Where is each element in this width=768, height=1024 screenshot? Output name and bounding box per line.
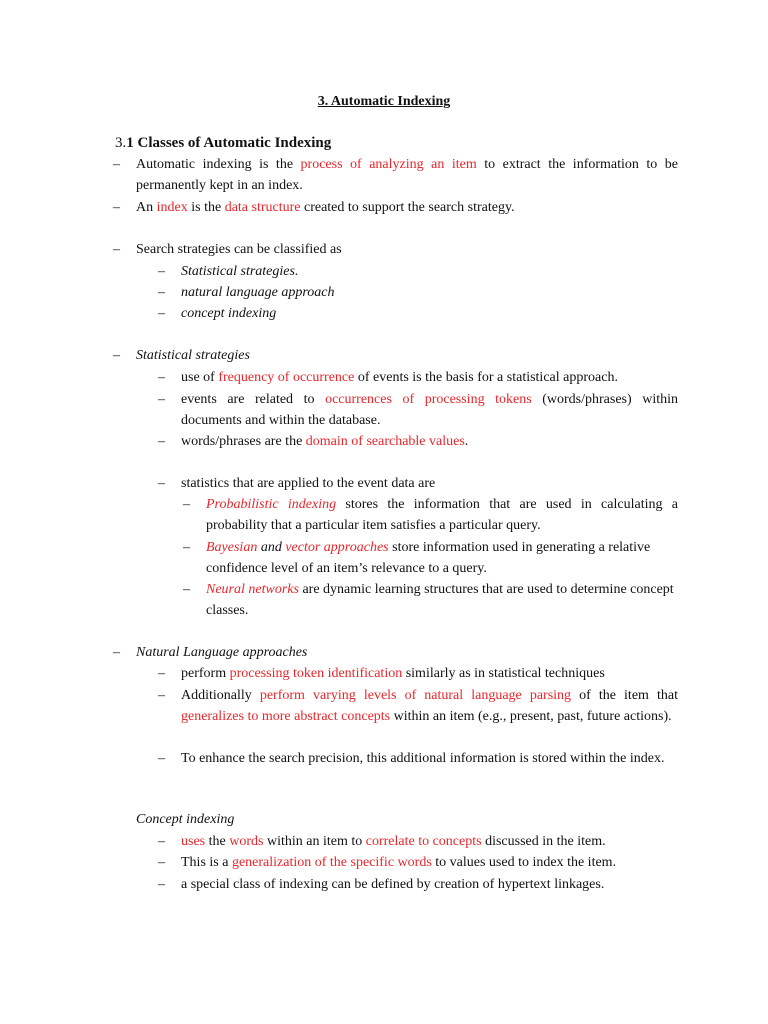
bullet-index-definition: – An index is the data structure created to support the search strategy. — [113, 200, 515, 215]
bayesian-vector-item: – Bayesian and vector approaches store information used in generating a relative confidence level of an item’s relevance to a query. — [183, 540, 651, 576]
bullet-automatic-indexing: – Automatic indexing is the process of analyzing an item to extract the information to be permanently kept in an index. — [113, 157, 679, 193]
probabilistic-indexing-item: – Probabilistic indexing stores the information that are used in calculating a probability that a particular item satisfies a particular query. — [183, 497, 678, 533]
statistical-point: – words/phrases are the domain of searchable values. — [158, 434, 469, 449]
bullet-search-strategies: – Search strategies can be classified as — [113, 242, 342, 257]
neural-networks-item: – Neural networks are dynamic learning structures that are used to determine concept classes. — [183, 582, 674, 618]
document-title: 3. Automatic Indexing — [317, 94, 451, 109]
section-heading: 3.1 Classes of Automatic Indexing — [115, 135, 332, 151]
statistical-point: – use of frequency of occurrence of events is the basis for a statistical approach. — [158, 370, 618, 385]
statistical-point: – statistics that are applied to the event data are — [158, 476, 436, 491]
strategy-item: – concept indexing — [158, 306, 277, 321]
concept-indexing-heading: Concept indexing — [136, 812, 235, 827]
natural-language-point: – perform processing token identification similarly as in statistical techniques — [158, 666, 605, 681]
strategy-item: – natural language approach — [158, 285, 335, 300]
statistical-strategies-heading: – Statistical strategies — [113, 348, 250, 363]
concept-indexing-point: – uses the words within an item to correlate to concepts discussed in the item. — [158, 834, 606, 849]
natural-language-heading: – Natural Language approaches — [113, 645, 308, 660]
strategy-item: – Statistical strategies. — [158, 264, 299, 279]
concept-indexing-point: – a special class of indexing can be defined by creation of hypertext linkages. — [158, 877, 605, 892]
natural-language-point: – To enhance the search precision, this additional information is stored within the index. — [158, 751, 665, 766]
statistical-point: – events are related to occurrences of processing tokens (words/phrases) within documents and within the database. — [158, 392, 679, 428]
natural-language-point: – Additionally perform varying levels of natural language parsing of the item that generalizes to more abstract concepts within an item (e.g., present, past, future actions). — [158, 688, 678, 724]
concept-indexing-point: – This is a generalization of the specific words to values used to index the item. — [158, 855, 617, 870]
